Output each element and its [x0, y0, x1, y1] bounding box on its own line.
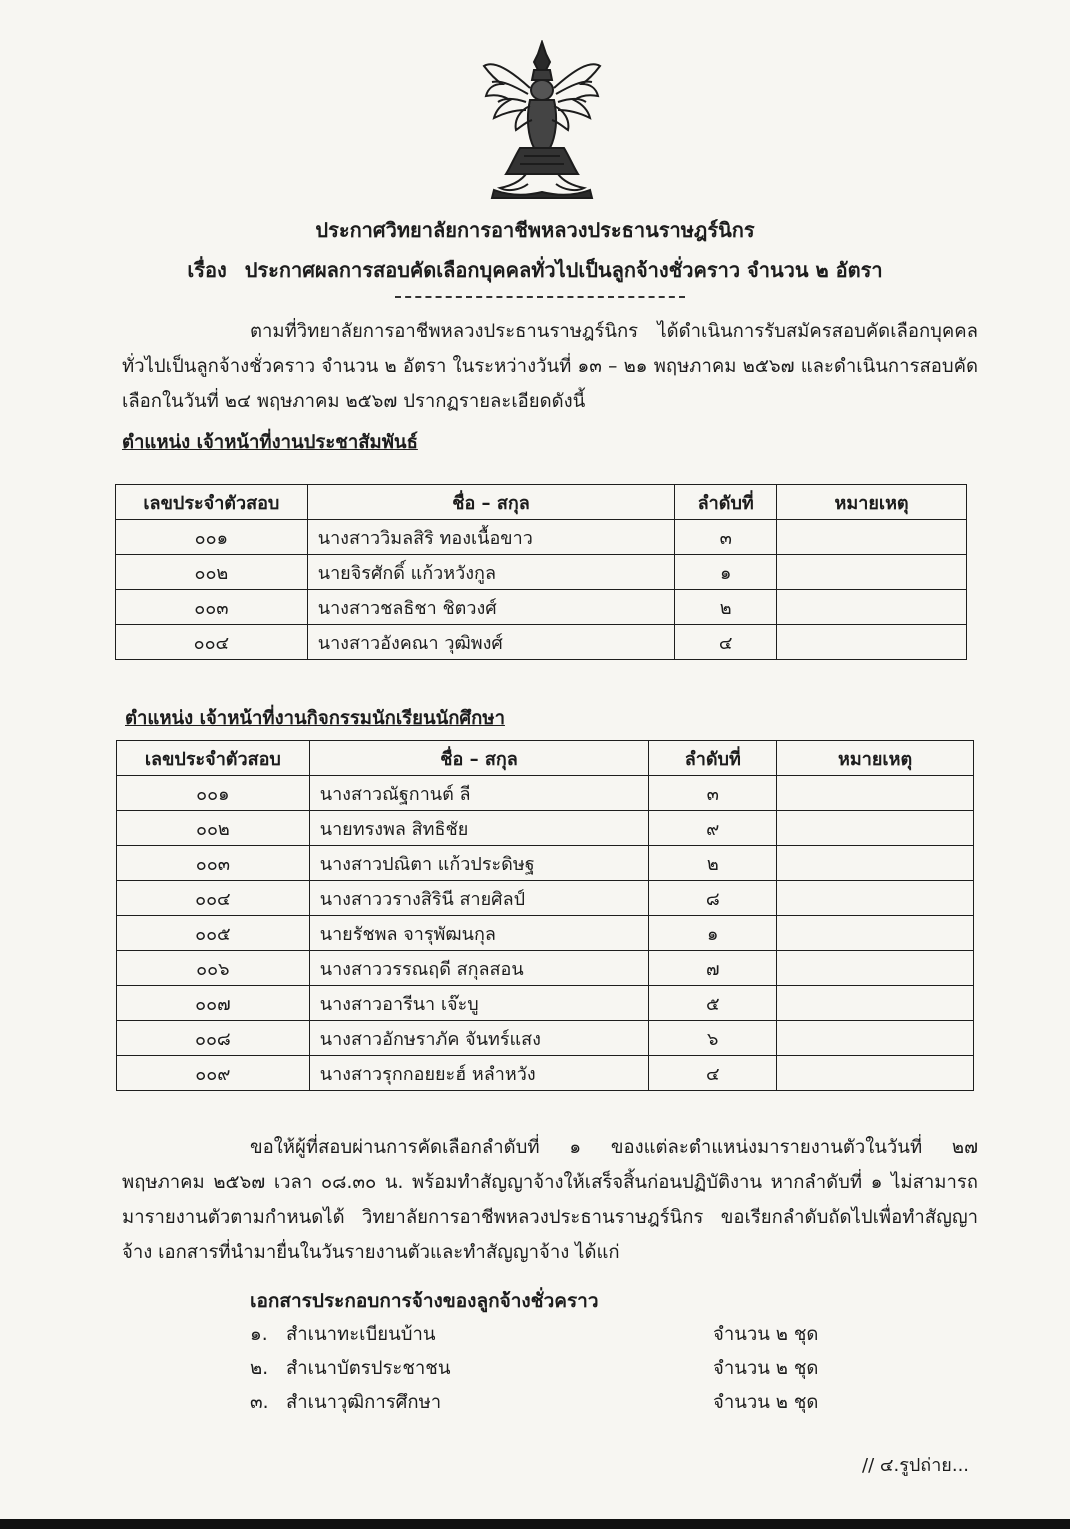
table-row	[117, 916, 974, 951]
document-label: สำเนาทะเบียนบ้าน	[286, 1324, 436, 1345]
section-heading-student-affairs: ตำแหน่ง เจ้าหน้าที่งานกิจกรรมนักเรียนนักศึกษา	[125, 708, 505, 729]
cell-name: นางสาวณัฐกานต์ ลี	[309, 776, 649, 811]
cell-name: นางสาวอังคณา วุฒิพงศ์	[307, 625, 675, 660]
cell-name: นางสาวอักษราภัค จันทร์แสง	[309, 1021, 649, 1056]
cell-name: นางสาวชลธิชา ชิตวงศ์	[307, 590, 675, 625]
document-item	[250, 1388, 830, 1418]
cell-note	[777, 881, 974, 916]
cell-rank: ๘	[649, 881, 777, 916]
cell-note	[777, 1056, 974, 1091]
cell-note	[777, 916, 974, 951]
cell-note	[777, 520, 967, 555]
results-table-pr	[115, 484, 967, 660]
cell-exam-id: ๐๐๑	[116, 520, 308, 555]
cell-note	[777, 590, 967, 625]
table-row	[117, 881, 974, 916]
subject-text: ประกาศผลการสอบคัดเลือกบุคคลทั่วไปเป็นลูกจ้างชั่วคราว จำนวน ๒ อัตรา	[244, 258, 883, 282]
document-quantity: จำนวน ๒ ชุด	[713, 1324, 819, 1345]
cell-note	[777, 625, 967, 660]
document-number: ๓.	[250, 1392, 269, 1413]
cell-name: นายทรงพล สิทธิชัย	[309, 811, 649, 846]
cell-name: นางสาวปณิตา แก้วประดิษฐ	[309, 846, 649, 881]
header-rank: ลำดับที่	[649, 741, 777, 776]
document-number: ๑.	[250, 1324, 268, 1345]
cell-name: นายรัชพล จารุพัฒนกุล	[309, 916, 649, 951]
closing-text: ขอให้ผู้ที่สอบผ่านการคัดเลือกลำดับที่ ๑ ของแต่ละตำแหน่งมารายงานตัวในวันที่ ๒๗ พฤษภาคม ๒๕๖๗ เวลา ๐๘.๓๐ น. พร้อมทำสัญญาจ้างให้เสร็จสิ้นก่อนปฏิบัติงาน หากลำดับที่ ๑ ไม่สามารถมารายงานตัวตามกำหนดได้ วิทยาลัยการอาชีพหลวงประธานราษฎร์นิกร ขอเรียกลำดับถัดไปเพื่อทำสัญญาจ้าง เอกสารที่นำมายื่นในวันรายงานตัวและทำสัญญาจ้าง ได้แก่	[122, 1137, 978, 1263]
table-row	[117, 986, 974, 1021]
cell-exam-id: ๐๐๖	[117, 951, 310, 986]
header-exam-id: เลขประจำตัวสอบ	[117, 741, 310, 776]
table-row	[117, 776, 974, 811]
cell-rank: ๓	[649, 776, 777, 811]
intro-text: ตามที่วิทยาลัยการอาชีพหลวงประธานราษฎร์นิกร ได้ดำเนินการรับสมัครสอบคัดเลือกบุคคลทั่วไปเป็นลูกจ้างชั่วคราว จำนวน ๒ อัตรา ในระหว่างวันที่ ๑๓ – ๒๑ พฤษภาคม ๒๕๖๗ และดำเนินการสอบคัดเลือกในวันที่ ๒๔ พฤษภาคม ๒๕๖๗ ปรากฏรายละเอียดดังนี้	[122, 321, 978, 412]
document-quantity: จำนวน ๒ ชุด	[713, 1392, 819, 1413]
table-row	[116, 590, 967, 625]
document-label: สำเนาบัตรประชาชน	[286, 1358, 451, 1379]
closing-paragraph	[122, 1130, 978, 1270]
subject-label: เรื่อง	[187, 258, 227, 282]
announcement-title: ประกาศวิทยาลัยการอาชีพหลวงประธานราษฎร์นิกร	[315, 218, 755, 242]
cell-name: นางสาวอารีนา เจ๊ะบู	[309, 986, 649, 1021]
cell-exam-id: ๐๐๙	[117, 1056, 310, 1091]
document-item	[250, 1320, 830, 1350]
cell-note	[777, 776, 974, 811]
table-row	[116, 555, 967, 590]
cell-note	[777, 1021, 974, 1056]
cell-name: นายจิรศักดิ์ แก้วหวังกูล	[307, 555, 675, 590]
cell-note	[777, 846, 974, 881]
table-row	[117, 951, 974, 986]
cell-rank: ๒	[675, 590, 777, 625]
page-bottom-edge	[0, 1519, 1070, 1529]
table-row	[116, 520, 967, 555]
announcement-subject	[0, 254, 1070, 286]
header-note: หมายเหตุ	[777, 485, 967, 520]
cell-name: นางสาววรางสิรินี สายศิลป์	[309, 881, 649, 916]
cell-exam-id: ๐๐๘	[117, 1021, 310, 1056]
intro-paragraph	[122, 314, 978, 419]
cell-rank: ๑	[675, 555, 777, 590]
cell-rank: ๔	[675, 625, 777, 660]
cell-note	[777, 986, 974, 1021]
document-number: ๒.	[250, 1358, 269, 1379]
cell-name: นางสาววิมลสิริ ทองเนื้อขาว	[307, 520, 675, 555]
table-row	[117, 1056, 974, 1091]
cell-note	[777, 951, 974, 986]
results-table-student-affairs	[116, 740, 974, 1091]
cell-exam-id: ๐๐๑	[117, 776, 310, 811]
cell-rank: ๗	[649, 951, 777, 986]
header-name: ชื่อ – สกุล	[307, 485, 675, 520]
document-quantity: จำนวน ๒ ชุด	[713, 1358, 819, 1379]
cell-name: นางสาวรุกกอยยะฮ์ หลำหวัง	[309, 1056, 649, 1091]
cell-note	[777, 555, 967, 590]
section-heading-pr: ตำแหน่ง เจ้าหน้าที่งานประชาสัมพันธ์	[122, 432, 418, 453]
table-row	[116, 625, 967, 660]
continuation-note: // ๔.รูปถ่าย...	[862, 1455, 970, 1476]
cell-note	[777, 811, 974, 846]
cell-exam-id: ๐๐๕	[117, 916, 310, 951]
documents-heading: เอกสารประกอบการจ้างของลูกจ้างชั่วคราว	[250, 1290, 599, 1312]
header-note: หมายเหตุ	[777, 741, 974, 776]
cell-rank: ๕	[649, 986, 777, 1021]
cell-rank: ๒	[649, 846, 777, 881]
cell-rank: ๔	[649, 1056, 777, 1091]
cell-exam-id: ๐๐๒	[117, 811, 310, 846]
cell-exam-id: ๐๐๔	[117, 881, 310, 916]
document-label: สำเนาวุฒิการศึกษา	[286, 1392, 442, 1413]
cell-exam-id: ๐๐๓	[117, 846, 310, 881]
cell-name: นางสาววรรณฤดี สกุลสอน	[309, 951, 649, 986]
cell-rank: ๑	[649, 916, 777, 951]
dashed-divider	[395, 296, 685, 298]
header-exam-id: เลขประจำตัวสอบ	[116, 485, 308, 520]
table-header-row	[116, 485, 967, 520]
cell-rank: ๙	[649, 811, 777, 846]
cell-rank: ๓	[675, 520, 777, 555]
header-name: ชื่อ – สกุล	[309, 741, 649, 776]
table-row	[117, 846, 974, 881]
garuda-emblem-icon	[480, 40, 605, 200]
cell-exam-id: ๐๐๒	[116, 555, 308, 590]
cell-exam-id: ๐๐๔	[116, 625, 308, 660]
cell-rank: ๖	[649, 1021, 777, 1056]
cell-exam-id: ๐๐๓	[116, 590, 308, 625]
table-row	[117, 1021, 974, 1056]
cell-exam-id: ๐๐๗	[117, 986, 310, 1021]
header-rank: ลำดับที่	[675, 485, 777, 520]
table-row	[117, 811, 974, 846]
document-item	[250, 1354, 830, 1384]
table-header-row	[117, 741, 974, 776]
